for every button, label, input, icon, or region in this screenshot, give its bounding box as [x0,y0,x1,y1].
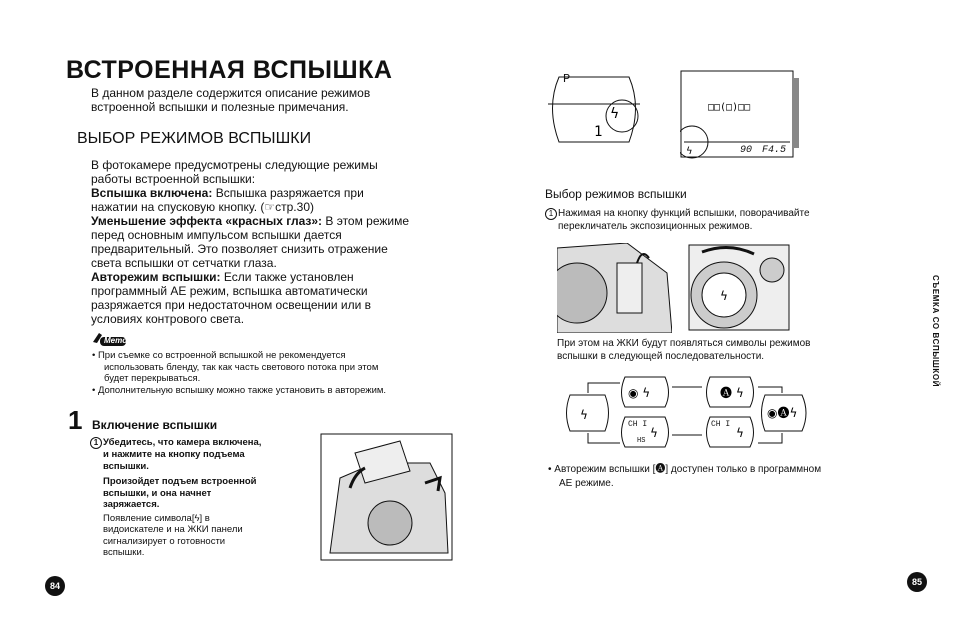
page-title: ВСТРОЕННАЯ ВСПЫШКА [66,56,393,84]
svg-text:ϟ: ϟ [650,426,658,440]
text: стр.30) [275,200,314,214]
text-line: условиях контрового света. [91,312,245,326]
text: Убедитесь, что камера включена, [103,437,262,448]
step-circle-number: 1 [90,437,102,449]
lcd-mode: P [563,72,571,86]
lcd-shutter: 90 [740,145,753,156]
memo-line: • Дополнительную вспышку можно также установить в авторежим. [92,384,387,396]
text-line: программный AE режим, вспышка автоматически [91,284,368,298]
flash-mode-cycle-diagram [560,375,820,475]
viewfinder-flash-icon: ϟ [610,106,620,122]
text: • Авторежим вспышки [ [548,464,656,475]
mode-label: Уменьшение эффекта «красных глаз»: [91,214,323,228]
text-line: предварительный. Это позволяет снизить отражение [91,242,388,256]
modes-description [91,158,451,326]
lcd-ch-label: CH I [711,420,731,429]
text-line: вспышки в следующей последовательности. [557,351,765,362]
lcd-aperture: F4.5 [762,145,787,156]
svg-text:◉ ϟ: ◉ ϟ [628,386,651,400]
svg-text:1: 1 [594,124,603,140]
svg-text:◉🅐ϟ: ◉🅐ϟ [767,406,798,420]
memo-label: Memo [104,336,128,345]
intro [91,86,370,114]
side-chapter-label: СЪЕМКА СО ВСПЫШКОЙ [931,275,940,388]
lcd-hs-label: HS [637,437,646,445]
page-number-left: 84 [45,576,65,596]
lcd-flash-icon: ϟ [686,146,693,157]
memo-notes [92,350,472,396]
intro-line: встроенной вспышки и полезные примечания. [91,100,349,114]
text-line: видоискателе и на ЖКИ панели [103,524,243,535]
text-line: света вспышки от сетчатки глаза. [91,256,277,270]
text-line: разряжается при недостаточном освещении или в [91,298,372,312]
text-line: сигнализирует о готовности [103,535,226,547]
section-title: ВЫБОР РЕЖИМОВ ВСПЫШКИ [77,130,312,147]
text: ] в [199,512,210,524]
text-line: перекличатель экспозиционных режимов. [558,221,753,232]
step-circle-number: 1 [545,208,557,220]
svg-text:ϟ: ϟ [580,408,588,422]
intro-line: В данном разделе содержится описание режимов [91,86,371,100]
lcd-panel-illustration [680,70,800,160]
right-instruction [545,207,875,233]
step-number: 1 [68,405,83,435]
text: нажатии на спусковую кнопку. ( [91,200,265,214]
text: В этом режиме [322,214,410,228]
memo-icon [91,330,127,346]
right-subtitle: Выбор режимов вспышки [545,187,687,201]
svg-text:ϟ: ϟ [736,426,744,440]
step-title: Включение вспышки [92,418,218,432]
text: ] доступен только в программном [665,464,822,475]
text-line: AE режиме. [559,478,614,489]
memo-line: использовать бленду, так как часть светового потока при этом [104,361,379,373]
svg-text:ϟ: ϟ [720,289,728,303]
memo-line: • При съемке со встроенной вспышкой не рекомендуется [92,350,346,361]
text-line: При этом на ЖКИ будут появляться символы режимов [557,338,811,349]
camera-flash-illustration [320,433,453,561]
text: Вспышка разряжается при [212,186,364,200]
text: Появление символа[ [103,512,195,524]
text-line: работы встроенной вспышки: [91,172,256,186]
text-line: заряжается. [103,499,160,510]
flash-icon: ϟ [194,512,200,524]
viewfinder-illustration [544,72,644,147]
text: Нажимая на кнопку функций вспышки, поворачивайте [558,208,810,219]
page-number-right: 85 [907,572,927,592]
step-instructions [90,437,290,559]
reference-icon: ☞ [264,200,276,214]
auto-flash-icon: 🅐 [655,464,666,475]
text-line: В фотокамере предусмотрены следующие режимы [91,158,378,172]
svg-text:□□(□)□□: □□(□)□□ [708,102,751,113]
mode-label: Авторежим вспышки: [91,270,221,284]
text-line: вспышки, и она начнет [103,487,212,499]
right-sequence-text [557,337,877,363]
mode-dial-illustration [684,240,794,332]
memo-line: будет перекрываться. [104,373,201,384]
lcd-ch-label: CH I [628,420,648,429]
text-line: и нажмите на кнопку подъема [103,449,245,460]
text-line: Произойдет подъем встроенной [103,476,257,487]
camera-lens-illustration [557,243,672,333]
text-line: вспышки. [103,460,149,472]
text-line: вспышки. [103,547,145,558]
right-note [548,463,878,491]
svg-text:🅐 ϟ: 🅐 ϟ [720,386,744,400]
text-line: перед основным импульсом вспышки дается [91,228,342,242]
mode-label: Вспышка включена: [91,186,213,200]
text: Если также установлен [220,270,354,284]
